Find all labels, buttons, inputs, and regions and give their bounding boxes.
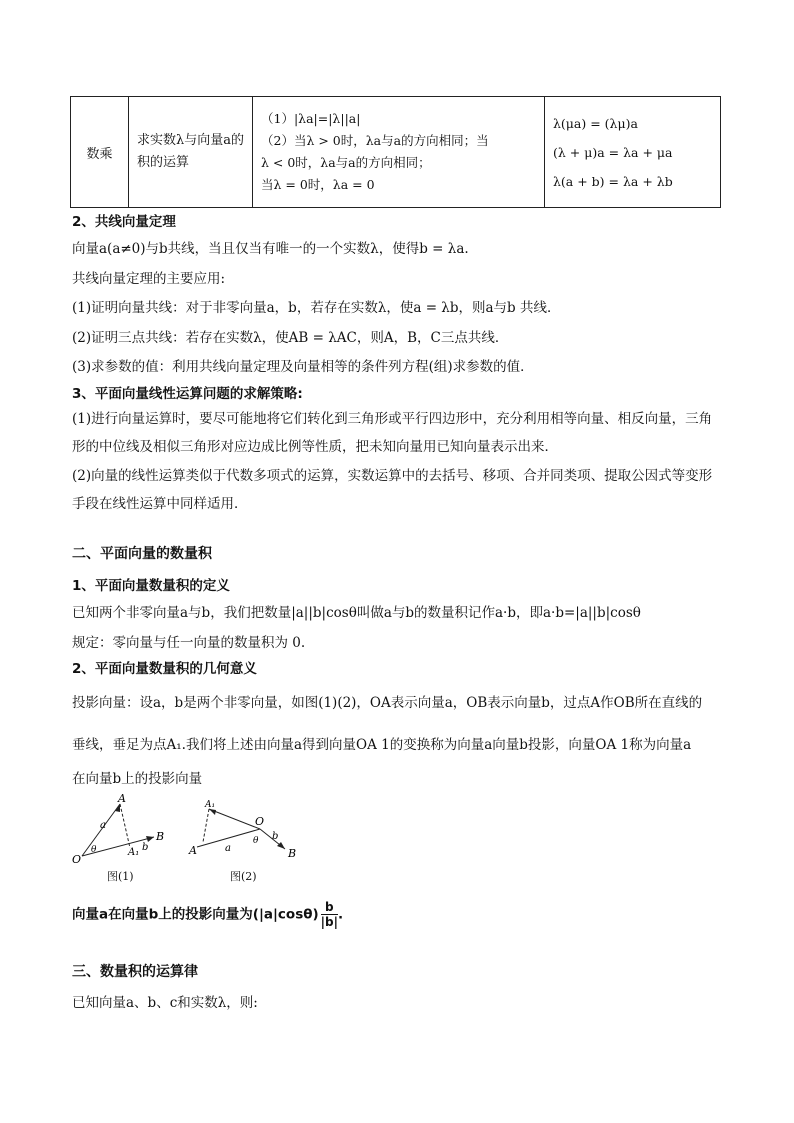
law-line: λ(a + b) = λa + λb bbox=[553, 173, 673, 189]
label-O: O bbox=[72, 853, 82, 864]
label-A: A bbox=[118, 792, 126, 805]
part-heading: 二、平面向量的数量积 bbox=[72, 546, 212, 562]
label-a: a bbox=[225, 843, 231, 854]
label-theta: θ bbox=[91, 845, 97, 855]
laws-cell bbox=[545, 97, 721, 208]
geometry-text: 投影向量：设a，b是两个非零向量，如图(1)(2)，OA表示向量a，OB表示向量b，过点A作OB所在直线的 bbox=[72, 695, 703, 711]
strategy-paragraph: (2)向量的线性运算类似于代数多项式的运算，实数运算中的去括号、移项、合并同类项、提取公因式等变形手段在线性运算中同样适用． bbox=[72, 468, 713, 512]
part-heading: 三、数量积的运算律 bbox=[72, 964, 198, 980]
geometry-text: 在向量b上的投影向量 bbox=[72, 771, 203, 787]
laws-intro: 已知向量a、b、c和实数λ，则: bbox=[72, 995, 258, 1011]
rule-text: 规定：零向量与任一向量的数量积为 0. bbox=[72, 635, 306, 651]
section-title: 2、平面向量数量积的几何意义 bbox=[72, 661, 257, 677]
application-item: (2)证明三点共线：若存在实数λ，使AB = λAC，则A，B，C三点共线． bbox=[72, 330, 509, 346]
collinear-theorem: 向量a(a≠0)与b共线，当且仅当有唯一的一个实数λ，使得b = λa. bbox=[72, 241, 469, 257]
row-label: 数乘 bbox=[71, 97, 129, 208]
projection-text: 向量a在向量b上的投影向量为(|a|cosθ) bbox=[72, 906, 319, 923]
label-b: b bbox=[142, 842, 149, 853]
definition-cell: 求实数λ与向量a的积的运算 bbox=[129, 97, 253, 208]
table-row bbox=[71, 97, 721, 208]
projection-formula: 向量a在向量b上的投影向量为(|a|cosθ) $\frac{b}{|b|}$ . bbox=[72, 900, 344, 929]
scalar-multiplication-table bbox=[70, 96, 721, 208]
projection-figure-1 bbox=[72, 792, 172, 864]
property-line: λ < 0时，λa与a的方向相同； bbox=[261, 155, 431, 170]
property-line: （1）|λa|=|λ||a| bbox=[261, 111, 361, 126]
strategy-paragraph: (1)进行向量运算时，要尽可能地将它们转化到三角形或平行四边形中，充分利用相等向量、相反向量，三角形的中位线及相似三角形对应边成比例等性质，把未知向量用已知向量表示出来． bbox=[72, 411, 713, 455]
fraction-numerator: b bbox=[321, 900, 338, 915]
perpendicular-line bbox=[120, 804, 130, 848]
law-line: (λ + μ)a = λa + μa bbox=[553, 144, 673, 160]
apps-title: 共线向量定理的主要应用: bbox=[72, 271, 226, 287]
definition-text: 已知两个非零向量a与b，我们把数量|a||b|cosθ叫做a与b的数量积记作a·b，即a·b=|a||b|cosθ bbox=[72, 605, 641, 621]
label-a: a bbox=[100, 820, 106, 831]
label-b: b bbox=[272, 831, 279, 842]
section-title: 1、平面向量数量积的定义 bbox=[72, 578, 230, 594]
fraction bbox=[321, 900, 338, 929]
label-A: A bbox=[189, 844, 197, 857]
section-title: 2、共线向量定理 bbox=[72, 214, 176, 230]
property-line: （2）当λ > 0时，λa与a的方向相同；当 bbox=[261, 133, 489, 148]
law-line: λ(μa) = (λμ)a bbox=[553, 115, 638, 131]
arrowhead-icon bbox=[115, 804, 120, 812]
application-item: (1)证明向量共线：对于非零向量a，b，若存在实数λ，使a = λb，则a与b 共线． bbox=[72, 300, 561, 316]
geometry-text: 垂线，垂足为点A₁.我们将上述由向量a得到向量OA 1的变换称为向量a向量b投影，向量OA 1称为向量a bbox=[72, 737, 692, 753]
label-theta: θ bbox=[253, 836, 259, 846]
properties-cell bbox=[253, 97, 545, 208]
label-B: B bbox=[288, 847, 297, 859]
fraction-denominator: |b| bbox=[320, 915, 339, 929]
label-A1: A₁ bbox=[205, 800, 216, 810]
property-line: 当λ = 0时，λa = 0 bbox=[261, 177, 375, 192]
label-A1: A₁ bbox=[128, 847, 140, 858]
vector-a-line bbox=[209, 809, 260, 829]
projection-figure-2 bbox=[185, 797, 300, 859]
label-O: O bbox=[255, 815, 265, 828]
section-title: 3、平面向量线性运算问题的求解策略: bbox=[72, 386, 303, 402]
perpendicular-line bbox=[203, 809, 209, 842]
application-item: (3)求参数的值：利用共线向量定理及向量相等的条件列方程(组)求参数的值． bbox=[72, 359, 534, 375]
label-B: B bbox=[156, 830, 165, 843]
figure-caption: 图(2) bbox=[230, 870, 257, 883]
figure-caption: 图(1) bbox=[107, 870, 134, 883]
